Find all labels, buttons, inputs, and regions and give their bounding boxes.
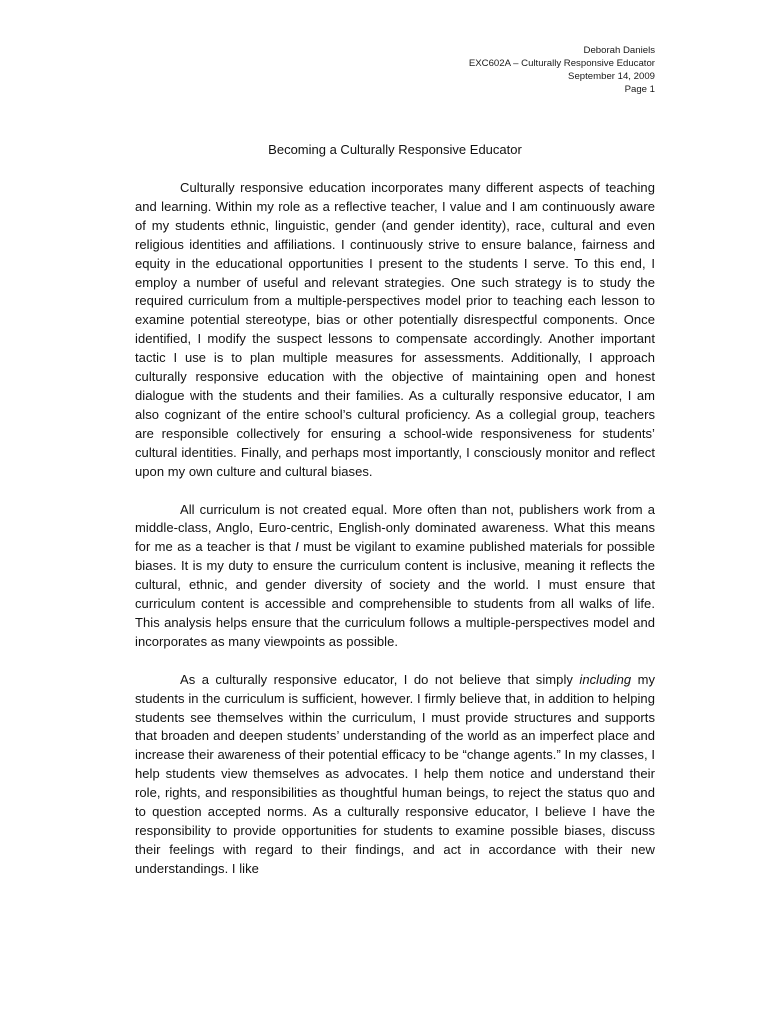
- document-title: Becoming a Culturally Responsive Educator: [268, 142, 522, 157]
- page-header: [469, 44, 655, 96]
- header-author: Deborah Daniels: [583, 45, 655, 56]
- header-course: EXC602A – Culturally Responsive Educator: [468, 58, 655, 69]
- paragraph-2: [135, 501, 655, 652]
- header-date: September 14, 2009: [568, 71, 655, 82]
- paragraph-1: Culturally responsive education incorporates many different aspects of teaching and learning. Within my role as a reflective teacher, I value and I am continuously aware of my students ethnic, linguistic, gender (and gender identity), race, cultural and even religious identities and affiliations. I continuously strive to ensure balance, fairness and equity in the educational opportunities I present to the students I serve. To this end, I employ a number of useful and relevant strategies. One such strategy is to study the required curriculum from a multiple-perspectives model prior to teaching each lesson to examine potential stereotype, bias or other potentially disrespectful components. Once identified, I modify the suspect lessons to compensate accordingly. Another important tactic I use is to plan multiple measures for assessments. Additionally, I approach culturally responsive education with the objective of maintaining open and honest dialogue with the students and their families. As a culturally responsive educator, I am also cognizant of the entire school’s cultural proficiency. As a collegial group, teachers are responsible collectively for ensuring a school-wide responsiveness for students’ cultural identities. Finally, and perhaps most importantly, I consciously monitor and reflect upon my own culture and cultural biases.: [135, 180, 655, 479]
- paragraph-3-emphasis: including: [579, 671, 632, 687]
- paragraph-3-text-start: As a culturally responsive educator, I do not believe that simply: [180, 671, 580, 687]
- document-body: [135, 179, 655, 898]
- paragraph-2-text-end: must be vigilant to examine published materials for possible biases. It is my duty to ensure the curriculum content is inclusive, meaning it reflects the cultural, ethnic, and gender diversity of society and the world. I must ensure that curriculum content is accessible and comprehensible to students from all walks of life. This analysis helps ensure that the curriculum follows a multiple-perspectives model and incorporates as many viewpoints as possible.: [135, 539, 655, 649]
- paragraph-2-text-start: All curriculum is not created equal. More often than not, publishers work from a middle-class, Anglo, Euro-centric, English-only dominated awareness. What this means for me as a teacher is that: [135, 501, 655, 555]
- paragraph-3: [135, 671, 655, 879]
- header-page-number: Page 1: [624, 84, 655, 95]
- paragraph-3-text-end: my students in the curriculum is sufficient, however. I firmly believe that, in addition to helping students see themselves within the curriculum, I must provide structures and supports that broaden and deepen students’ understanding of the world as an imperfect place and increase their awareness of their potential efficacy to be “change agents.” In my classes, I help students view themselves as advocates. I help them notice and understand their role, rights, and responsibilities as thoughtful human beings, to reject the status quo and to question accepted norms. As a culturally responsive educator, I believe I have the responsibility to provide opportunities for students to examine possible biases, discuss their feelings with regard to their findings, and act in accordance with their new understandings. I like: [135, 671, 655, 876]
- paragraph-2-emphasis: I: [295, 539, 299, 555]
